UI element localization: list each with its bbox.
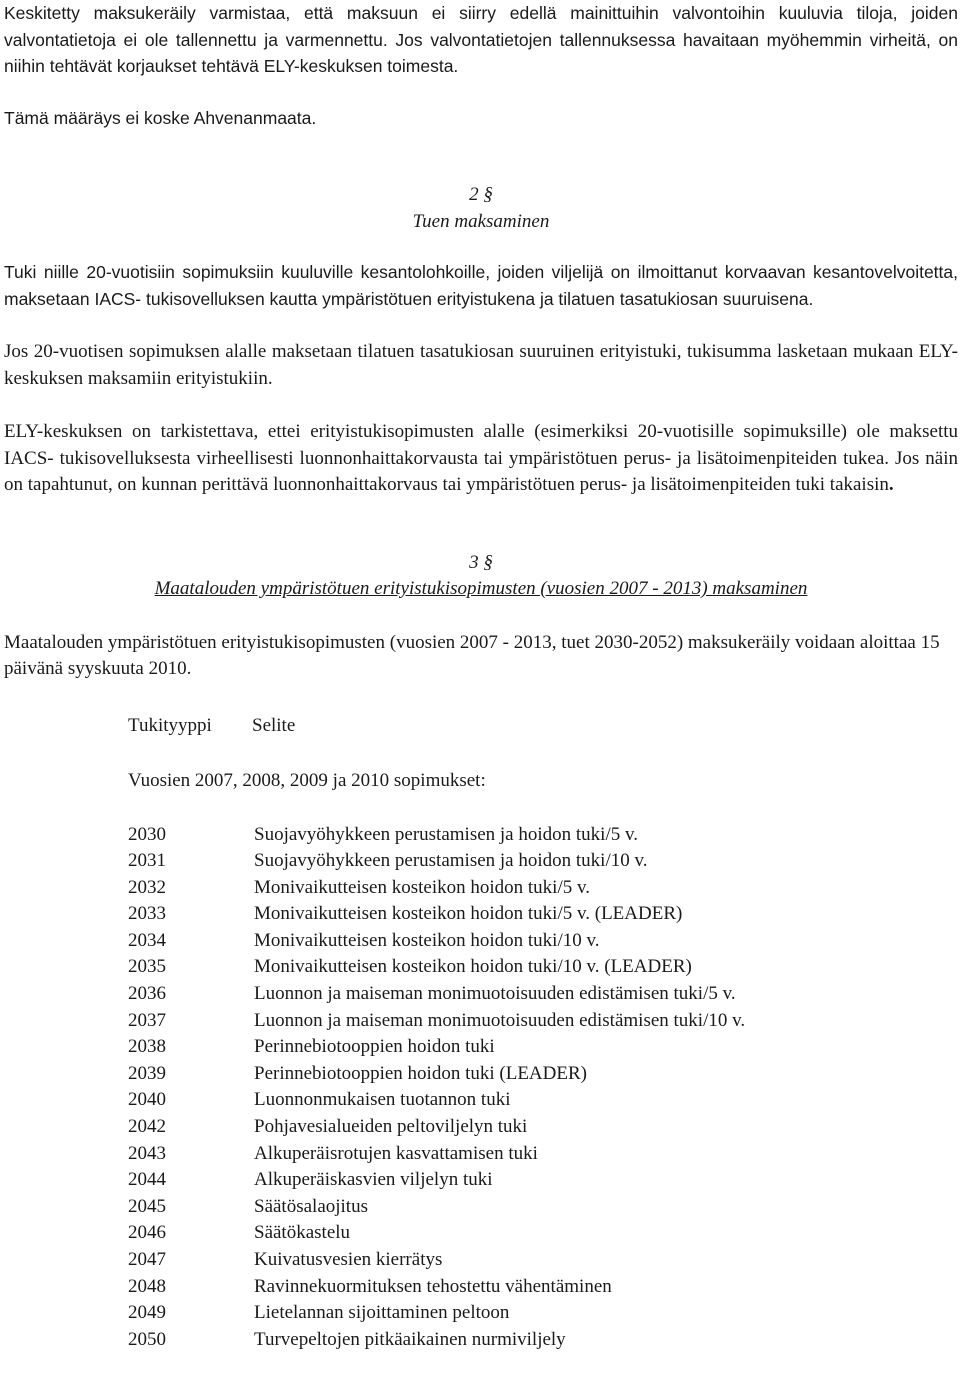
support-type-code: 2030 [128,823,166,845]
support-type-code: 2042 [128,1116,166,1138]
table-row [128,1194,958,1221]
support-type-description: Alkuperäisrotujen kasvattamisen tuki [254,1142,538,1164]
section-2-number: 2 § [469,184,493,205]
support-type-code: 2036 [128,983,166,1005]
support-type-code: 2038 [128,1036,166,1058]
contracts-title: Vuosien 2007, 2008, 2009 ja 2010 sopimukset: [128,770,486,791]
table-row [128,1061,958,1088]
table-row [128,981,958,1008]
support-type-code: 2037 [128,1009,166,1031]
support-type-description: Monivaikutteisen kosteikon hoidon tuki/10 v. (LEADER) [254,956,692,978]
table-header-description: Selite [252,714,296,736]
support-type-code: 2050 [128,1328,166,1350]
support-type-code: 2043 [128,1142,166,1164]
section-2-paragraph-3-text: ELY-keskuksen on tarkistettava, ettei erityistukisopimusten alalle (esimerkiksi 20-vuotisille sopimuksille) ole maksettu IACS- tukisovelluksesta virheellisesti luonnonhaittakorvausta tai ympäristötuen perus- ja lisätoimenpiteiden tukea. Jos näin on tapahtunut, on kunnan perittävä luonnonhaittakorvaus tai ympäristötuen perus- ja lisätoimenpiteiden tuki takaisin [4,421,958,495]
support-type-description: Monivaikutteisen kosteikon hoidon tuki/10 v. [254,929,600,951]
section-2-title: Tuen maksaminen [412,210,550,232]
section-3-paragraph-1: Maatalouden ympäristötuen erityistukisopimusten (vuosien 2007 - 2013, tuet 2030-2052) maksukeräily voidaan aloittaa 15 päivänä syyskuuta 2010. [4,631,940,679]
table-header [128,713,958,740]
support-type-description: Perinnebiotooppien hoidon tuki (LEADER) [254,1062,587,1084]
support-type-table [128,713,958,1354]
support-type-code: 2033 [128,903,166,925]
table-row [128,1167,958,1194]
table-row [128,1274,958,1301]
document-page [4,0,958,1353]
section-2-paragraph-3-end: . [888,474,894,495]
table-header-type: Tukityyppi [128,714,212,736]
table-row [128,1141,958,1168]
table-row [128,1247,958,1274]
support-type-description: Ravinnekuormituksen tehostettu vähentäminen [254,1275,612,1297]
support-type-description: Luonnon ja maiseman monimuotoisuuden edistämisen tuki/5 v. [254,983,736,1005]
table-row [128,954,958,981]
support-type-description: Säätökastelu [254,1222,351,1244]
support-type-code: 2039 [128,1062,166,1084]
support-type-code: 2032 [128,876,166,898]
ahvenanmaa-note: Tämä määräys ei koske Ahvenanmaata. [4,107,317,128]
table-row [128,875,958,902]
support-type-description: Luonnonmukaisen tuotannon tuki [254,1089,511,1111]
section-2-paragraph-1: Tuki niille 20-vuotisiin sopimuksiin kuuluville kesantolohkoille, joiden viljelijä on ilmoittanut korvaavan kesantovelvoitetta, maksetaan IACS- tukisovelluksen kautta ympäristötuen erityistukena ja tilatuen tasatukiosan suuruisena. [4,262,958,309]
section-2-paragraph-2: Jos 20-vuotisen sopimuksen alalle maksetaan tilatuen tasatukiosan suuruinen erityistuki, tukisumma lasketaan mukaan ELY-keskuksen maksamiin erityistukiin. [4,341,958,389]
support-type-description: Luonnon ja maiseman monimuotoisuuden edistämisen tuki/10 v. [254,1009,746,1031]
support-type-description: Kuivatusvesien kierrätys [254,1249,443,1270]
support-type-code: 2034 [128,929,166,951]
support-type-code: 2047 [128,1249,166,1270]
table-row [128,1087,958,1114]
support-type-code: 2048 [128,1275,166,1297]
table-row [128,848,958,875]
support-type-description: Perinnebiotooppien hoidon tuki [254,1036,495,1058]
support-type-code: 2035 [128,956,166,978]
support-type-code: 2045 [128,1195,166,1217]
support-type-description: Turvepeltojen pitkäaikainen nurmiviljely [254,1328,566,1350]
table-row [128,1327,958,1354]
table-row [128,1114,958,1141]
support-type-code: 2044 [128,1169,166,1191]
support-type-description: Monivaikutteisen kosteikon hoidon tuki/5 v. [254,876,590,898]
intro-paragraph: Keskitetty maksukeräily varmistaa, että maksuun ei siirry edellä mainittuihin valvontoihin kuuluvia tiloja, joiden valvontatietoja ei ole tallennettu ja varmennettu. Jos valvontatietojen tallennuksessa havaitaan myöhemmin virheitä, on niihin tehtävät korjaukset tehtävä ELY-keskuksen toimesta. [4,3,958,76]
support-type-code: 2049 [128,1302,166,1324]
support-type-description: Monivaikutteisen kosteikon hoidon tuki/5 v. (LEADER) [254,903,683,925]
support-type-rows [128,822,958,1354]
section-3-number: 3 § [469,551,493,573]
support-type-description: Lietelannan sijoittaminen peltoon [254,1302,510,1324]
table-row [128,901,958,928]
support-type-description: Alkuperäiskasvien viljelyn tuki [254,1169,493,1191]
support-type-code: 2031 [128,850,166,872]
support-type-description: Suojavyöhykkeen perustamisen ja hoidon tuki/5 v. [254,823,638,845]
table-row [128,1220,958,1247]
support-type-description: Säätösalaojitus [254,1195,368,1217]
table-row [128,1008,958,1035]
support-type-code: 2040 [128,1089,166,1111]
section-3-title: Maatalouden ympäristötuen erityistukisopimusten (vuosien 2007 - 2013) maksaminen [154,578,808,599]
support-type-description: Suojavyöhykkeen perustamisen ja hoidon tuki/10 v. [254,850,648,872]
section-2-paragraph-3 [4,419,958,499]
table-row [128,928,958,955]
support-type-code: 2046 [128,1222,166,1244]
table-row [128,1034,958,1061]
table-row [128,1300,958,1327]
support-type-description: Pohjavesialueiden peltoviljelyn tuki [254,1116,528,1138]
table-row [128,822,958,849]
